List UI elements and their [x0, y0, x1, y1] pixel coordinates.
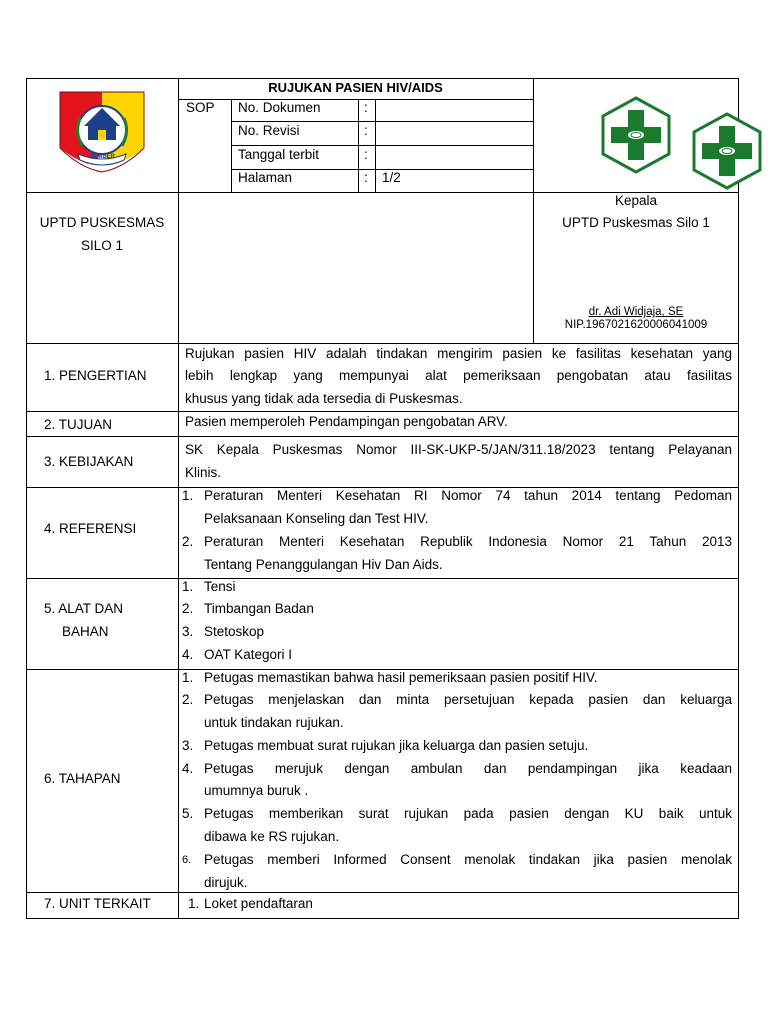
pengertian-line: khusus yang tidak ada tersedia di Puskesmas.: [185, 391, 463, 406]
kepala-org: UPTD Puskesmas Silo 1: [562, 215, 710, 230]
tahapan-item-number: 6.: [182, 854, 192, 866]
sop-label: SOP: [186, 100, 215, 115]
alat-item: OAT Kategori I: [204, 647, 293, 662]
field-label-no-dokumen: No. Dokumen: [238, 100, 321, 115]
section-label-unit: 7. UNIT TERKAIT: [44, 896, 151, 911]
tahapan-item-line: dirujuk.: [204, 875, 248, 890]
field-sep-no-revisi: :: [364, 123, 368, 138]
field-value-halaman: 1/2: [382, 170, 401, 185]
unit-item: Loket pendaftaran: [204, 896, 313, 911]
tahapan-item-line: Petugas memastikan bahwa hasil pemeriksaan pasien positif HIV.: [204, 670, 598, 685]
tahapan-item-line: Petugas memberi Informed Consent menolak tindakan jika pasien menolak: [204, 852, 732, 867]
kepala-title: Kepala: [614, 193, 658, 208]
tahapan-item-line: umumnya buruk .: [204, 783, 309, 798]
alat-item: Stetoskop: [204, 624, 265, 639]
tahapan-item-line: untuk tindakan rujukan.: [204, 715, 344, 730]
alat-item-number: 1.: [182, 579, 194, 594]
field-sep-no-dokumen: :: [364, 100, 368, 115]
section-label-tujuan: 2. TUJUAN: [44, 417, 113, 432]
tahapan-item-number: 1.: [182, 670, 194, 685]
tahapan-item-line: Petugas menjelaskan dan minta persetujuan kepada pasien dan keluarga: [204, 692, 732, 707]
referensi-item-line: Pelaksanaan Konseling dan Test HIV.: [204, 511, 429, 526]
referensi-item-line: Peraturan Menteri Kesehatan RI Nomor 74 tahun 2014 tentang Pedoman: [204, 488, 732, 503]
field-sep-tanggal-terbit: :: [364, 147, 368, 162]
referensi-item-line: Tentang Penanggulangan Hiv Dan Aids.: [204, 557, 443, 572]
section-label-tahapan: 6. TAHAPAN: [44, 771, 121, 786]
signer-nip: NIP.196702162000604100‍9: [564, 319, 708, 331]
referensi-item-number: 1.: [182, 488, 194, 503]
alat-item-number: 3.: [182, 624, 194, 639]
tahapan-item-line: Petugas membuat surat rujukan jika keluarga dan pasien setuju.: [204, 738, 589, 753]
regency-logo: [58, 88, 146, 176]
puskesmas-logo-icon-2: [688, 112, 766, 190]
logo-banner-text: JEMBER: [90, 154, 116, 160]
section-label-kebijakan: 3. KEBIJAKAN: [44, 454, 134, 469]
alat-item-number: 4.: [182, 647, 194, 662]
field-sep-halaman: :: [364, 170, 368, 185]
pengertian-line: lebih lengkap yang mempunyai alat pemeriksaan pengobatan atau fasilitas: [185, 368, 732, 383]
section-label-alat: 5. ALAT DAN: [44, 601, 124, 616]
tahapan-item-line: dibawa ke RS rujukan.: [204, 829, 340, 844]
tahapan-item-number: 2.: [182, 692, 194, 707]
section-label-pengertian: 1. PENGERTIAN: [44, 368, 147, 383]
tahapan-item-number: 3.: [182, 738, 194, 753]
section-label-referensi: 4. REFERENSI: [44, 521, 137, 536]
referensi-item-number: 2.: [182, 534, 194, 549]
section-label-alat-cont: BAHAN: [62, 624, 109, 639]
pengertian-line: Rujukan pasien HIV adalah tindakan mengirim pasien ke fasilitas kesehatan yang: [185, 346, 732, 361]
document-title: RUJUKAN PASIEN HIV/AIDS: [268, 80, 443, 95]
tahapan-item-line: Petugas merujuk dengan ambulan dan pendampingan jika keadaan: [204, 761, 732, 776]
tahapan-item-line: Petugas memberikan surat rujukan pada pasien dengan KU baik untuk: [204, 806, 732, 821]
field-label-no-revisi: No. Revisi: [238, 123, 300, 138]
tahapan-item-number: 5.: [182, 806, 194, 821]
tahapan-item-number: 4.: [182, 761, 194, 776]
field-label-tanggal-terbit: Tanggal terbit: [238, 147, 320, 162]
org-name-line2: SILO 1: [80, 238, 124, 253]
kebijakan-line: Klinis.: [185, 465, 222, 480]
alat-item: Tensi: [204, 579, 236, 594]
tujuan-line: Pasien memperoleh Pendampingan pengobatan ARV.: [185, 414, 508, 429]
alat-item-number: 2.: [182, 601, 194, 616]
referensi-item-line: Peraturan Menteri Kesehatan Republik Indonesia Nomor 21 Tahun 2013: [204, 534, 732, 549]
puskesmas-logo-icon: [597, 96, 675, 174]
signer-name: dr. Adi Widjaja, SE: [588, 306, 684, 318]
field-label-halaman: Halaman: [238, 170, 293, 185]
kebijakan-line: SK Kepala Puskesmas Nomor III-SK-UKP-5/JAN/311.18/2023 tentang Pelayanan: [185, 442, 732, 457]
org-name-line1: UPTD PUSKESMAS: [39, 215, 165, 230]
unit-item-number: 1.: [188, 896, 200, 911]
alat-item: Timbangan Badan: [204, 601, 314, 616]
